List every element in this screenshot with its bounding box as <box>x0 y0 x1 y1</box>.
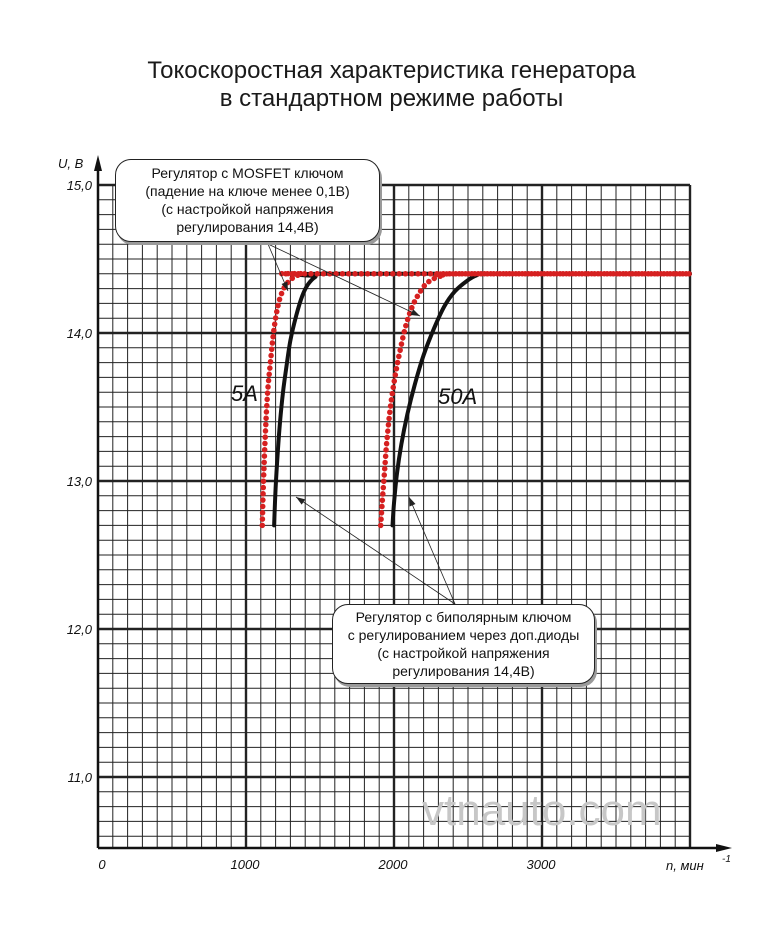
y-tick-label: 15,0 <box>66 178 92 193</box>
curve-mosfet-50a <box>381 274 690 526</box>
pointer-bipolar-5a-head <box>296 497 305 505</box>
y-tick-label: 11,0 <box>67 770 92 785</box>
callout-pointers <box>268 244 455 604</box>
callout-mosfet-line: (с настройкой напряжения <box>161 201 334 217</box>
callout-mosfet-line: (падение на ключе менее 0,1В) <box>145 183 350 199</box>
y-tick-label: 13,0 <box>66 474 92 489</box>
curve-label-5a: 5A <box>231 381 258 406</box>
curve-label-50a: 50A <box>438 384 478 409</box>
x-tick-label: 0 <box>98 857 106 872</box>
callout-bipolar-line: Регулятор с биполярным ключом <box>355 609 572 625</box>
callout-bipolar-line: с регулированием через доп.диоды <box>347 627 580 643</box>
x-axis-arrow <box>716 844 732 852</box>
watermark: vtnauto.com <box>422 786 662 835</box>
pointer-bipolar-50a <box>409 497 455 604</box>
y-tick-label: 14,0 <box>66 326 92 341</box>
x-axis-label: n, мин <box>666 858 704 873</box>
pointer-bipolar-50a-head <box>409 497 415 507</box>
chart-title-line-1: Токоскоростная характеристика генератора <box>147 57 636 84</box>
x-tick-label: 1000 <box>230 857 260 872</box>
x-axis-label-superscript: -1 <box>722 854 731 865</box>
y-axis-label: U, В <box>58 156 84 171</box>
callout-mosfet <box>115 159 380 242</box>
callout-bipolar-line: регулирования 14,4В) <box>392 663 535 679</box>
callout-mosfet-line: регулирования 14,4В) <box>176 219 319 235</box>
x-tick-label: 3000 <box>526 857 556 872</box>
callout-bipolar <box>332 604 595 684</box>
callout-bipolar-line: (с настройкой напряжения <box>377 645 550 661</box>
callout-mosfet-line: Регулятор с MOSFET ключом <box>151 165 344 181</box>
y-tick-label: 12,0 <box>66 622 92 637</box>
y-axis-arrow <box>94 155 102 171</box>
chart-title-line-2: в стандартном режиме работы <box>219 85 564 112</box>
x-tick-label: 2000 <box>378 857 408 872</box>
curve-bipolar-5a <box>274 274 690 526</box>
